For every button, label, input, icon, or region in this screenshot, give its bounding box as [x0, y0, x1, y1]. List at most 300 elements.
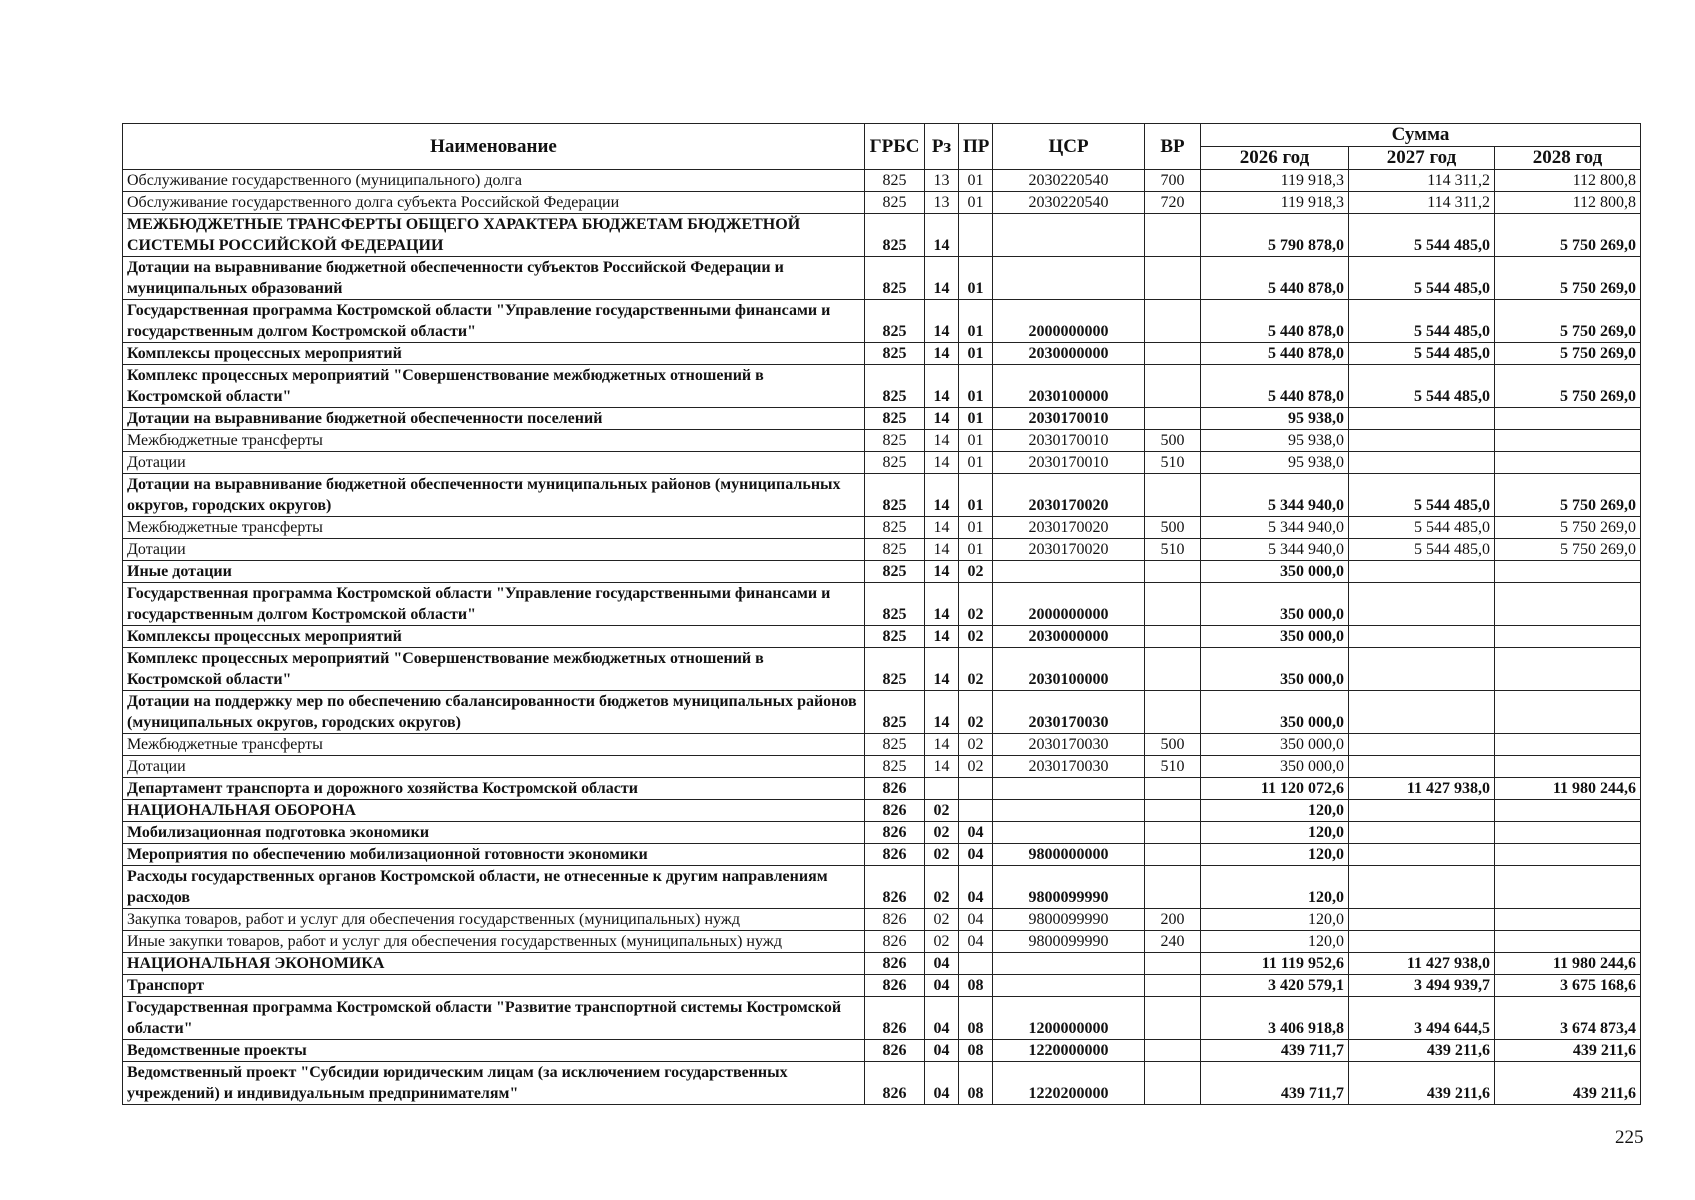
- cell-sum-2026: 120,0: [1201, 844, 1349, 866]
- cell-sum-2026: 120,0: [1201, 909, 1349, 931]
- cell-rz: 02: [925, 844, 959, 866]
- cell-name: Дотации на выравнивание бюджетной обеспеченности поселений: [123, 408, 865, 430]
- cell-sum-2027: 439 211,6: [1349, 1062, 1495, 1105]
- cell-name: Межбюджетные трансферты: [123, 517, 865, 539]
- cell-pr: 08: [959, 1062, 993, 1105]
- cell-grbs: 825: [865, 561, 925, 583]
- table-row: [123, 343, 1641, 365]
- cell-sum-2028: 5 750 269,0: [1495, 257, 1641, 300]
- cell-sum-2027: [1349, 452, 1495, 474]
- cell-vr: [1145, 583, 1201, 626]
- cell-grbs: 825: [865, 257, 925, 300]
- cell-sum-2026: 350 000,0: [1201, 561, 1349, 583]
- cell-rz: 14: [925, 583, 959, 626]
- cell-vr: [1145, 214, 1201, 257]
- cell-vr: [1145, 778, 1201, 800]
- cell-sum-2026: 119 918,3: [1201, 192, 1349, 214]
- cell-sum-2026: 5 790 878,0: [1201, 214, 1349, 257]
- cell-sum-2028: [1495, 756, 1641, 778]
- header-pr: ПР: [959, 124, 993, 170]
- cell-rz: 13: [925, 192, 959, 214]
- cell-sum-2026: 95 938,0: [1201, 452, 1349, 474]
- cell-vr: [1145, 474, 1201, 517]
- cell-csr: [993, 800, 1145, 822]
- cell-grbs: 825: [865, 539, 925, 561]
- cell-grbs: 825: [865, 430, 925, 452]
- cell-csr: 2030170010: [993, 430, 1145, 452]
- cell-sum-2027: [1349, 408, 1495, 430]
- cell-sum-2026: 439 711,7: [1201, 1062, 1349, 1105]
- cell-sum-2027: 5 544 485,0: [1349, 365, 1495, 408]
- header-grbs: ГРБС: [865, 124, 925, 170]
- cell-grbs: 825: [865, 474, 925, 517]
- cell-sum-2028: [1495, 408, 1641, 430]
- cell-sum-2028: [1495, 909, 1641, 931]
- cell-name: Мобилизационная подготовка экономики: [123, 822, 865, 844]
- cell-sum-2028: [1495, 648, 1641, 691]
- cell-csr: 2030170010: [993, 452, 1145, 474]
- cell-name: Обслуживание государственного долга субъекта Российской Федерации: [123, 192, 865, 214]
- cell-rz: 14: [925, 365, 959, 408]
- cell-pr: [959, 214, 993, 257]
- cell-grbs: 825: [865, 626, 925, 648]
- table-row: [123, 300, 1641, 343]
- cell-grbs: 825: [865, 517, 925, 539]
- cell-sum-2026: 3 420 579,1: [1201, 975, 1349, 997]
- cell-sum-2027: 5 544 485,0: [1349, 300, 1495, 343]
- cell-sum-2028: 112 800,8: [1495, 192, 1641, 214]
- cell-vr: [1145, 822, 1201, 844]
- cell-csr: 9800099990: [993, 909, 1145, 931]
- table-row: [123, 583, 1641, 626]
- table-row: [123, 648, 1641, 691]
- cell-grbs: 825: [865, 408, 925, 430]
- cell-pr: 01: [959, 192, 993, 214]
- table-row: [123, 408, 1641, 430]
- table-row: [123, 257, 1641, 300]
- header-year-2028: 2028 год: [1495, 147, 1641, 170]
- cell-sum-2027: 11 427 938,0: [1349, 778, 1495, 800]
- table-row: [123, 365, 1641, 408]
- table-row: [123, 931, 1641, 953]
- cell-sum-2026: 120,0: [1201, 866, 1349, 909]
- cell-sum-2027: [1349, 866, 1495, 909]
- cell-sum-2028: [1495, 452, 1641, 474]
- cell-csr: [993, 561, 1145, 583]
- cell-grbs: 825: [865, 365, 925, 408]
- cell-csr: 9800099990: [993, 931, 1145, 953]
- cell-name: Комплексы процессных мероприятий: [123, 626, 865, 648]
- cell-sum-2026: 5 440 878,0: [1201, 343, 1349, 365]
- cell-name: Ведомственный проект "Субсидии юридическим лицам (за исключением государственных учреждений) и индивидуальным предпринимателям": [123, 1062, 865, 1105]
- cell-grbs: 825: [865, 343, 925, 365]
- cell-vr: 500: [1145, 734, 1201, 756]
- cell-pr: 08: [959, 1040, 993, 1062]
- header-year-2027: 2027 год: [1349, 147, 1495, 170]
- cell-sum-2028: 439 211,6: [1495, 1062, 1641, 1105]
- cell-rz: 14: [925, 561, 959, 583]
- cell-pr: [959, 778, 993, 800]
- cell-sum-2028: [1495, 734, 1641, 756]
- cell-csr: [993, 257, 1145, 300]
- cell-vr: 500: [1145, 517, 1201, 539]
- cell-sum-2026: 5 440 878,0: [1201, 257, 1349, 300]
- cell-name: Мероприятия по обеспечению мобилизационной готовности экономики: [123, 844, 865, 866]
- cell-sum-2027: 5 544 485,0: [1349, 343, 1495, 365]
- table-row: [123, 691, 1641, 734]
- cell-name: Межбюджетные трансферты: [123, 734, 865, 756]
- cell-sum-2026: 5 344 940,0: [1201, 474, 1349, 517]
- cell-name: Транспорт: [123, 975, 865, 997]
- table-row: [123, 800, 1641, 822]
- cell-sum-2028: [1495, 931, 1641, 953]
- cell-sum-2027: 5 544 485,0: [1349, 257, 1495, 300]
- cell-sum-2026: 5 344 940,0: [1201, 517, 1349, 539]
- cell-grbs: 826: [865, 800, 925, 822]
- cell-rz: 14: [925, 539, 959, 561]
- cell-rz: 02: [925, 800, 959, 822]
- cell-name: Государственная программа Костромской области "Развитие транспортной системы Костромской области": [123, 997, 865, 1040]
- cell-name: Государственная программа Костромской области "Управление государственными финансами и государственным долгом Костромской области": [123, 583, 865, 626]
- table-row: [123, 539, 1641, 561]
- cell-name: Дотации: [123, 756, 865, 778]
- cell-vr: 240: [1145, 931, 1201, 953]
- table-row: [123, 778, 1641, 800]
- cell-rz: [925, 778, 959, 800]
- cell-vr: [1145, 1040, 1201, 1062]
- cell-sum-2028: 439 211,6: [1495, 1040, 1641, 1062]
- cell-name: Расходы государственных органов Костромской области, не отнесенные к другим направлениям расходов: [123, 866, 865, 909]
- cell-rz: 02: [925, 909, 959, 931]
- cell-vr: [1145, 997, 1201, 1040]
- cell-pr: 01: [959, 343, 993, 365]
- cell-sum-2027: 3 494 939,7: [1349, 975, 1495, 997]
- cell-pr: 01: [959, 408, 993, 430]
- cell-sum-2028: 3 674 873,4: [1495, 997, 1641, 1040]
- cell-rz: 14: [925, 474, 959, 517]
- cell-sum-2027: [1349, 931, 1495, 953]
- cell-sum-2028: [1495, 866, 1641, 909]
- cell-csr: 2030100000: [993, 365, 1145, 408]
- cell-sum-2028: 5 750 269,0: [1495, 539, 1641, 561]
- cell-csr: [993, 953, 1145, 975]
- cell-name: Межбюджетные трансферты: [123, 430, 865, 452]
- cell-pr: 01: [959, 517, 993, 539]
- cell-sum-2026: 350 000,0: [1201, 626, 1349, 648]
- cell-grbs: 826: [865, 778, 925, 800]
- cell-rz: 02: [925, 866, 959, 909]
- table-row: [123, 561, 1641, 583]
- cell-rz: 14: [925, 300, 959, 343]
- header-vr: ВР: [1145, 124, 1201, 170]
- cell-csr: 2030220540: [993, 192, 1145, 214]
- cell-sum-2026: 350 000,0: [1201, 648, 1349, 691]
- cell-vr: [1145, 626, 1201, 648]
- cell-pr: 02: [959, 626, 993, 648]
- cell-grbs: 826: [865, 822, 925, 844]
- cell-pr: 02: [959, 583, 993, 626]
- cell-sum-2027: [1349, 756, 1495, 778]
- cell-sum-2026: 5 440 878,0: [1201, 300, 1349, 343]
- table-row: [123, 822, 1641, 844]
- cell-rz: 14: [925, 626, 959, 648]
- cell-sum-2026: 350 000,0: [1201, 756, 1349, 778]
- cell-grbs: 825: [865, 734, 925, 756]
- cell-csr: 1220000000: [993, 1040, 1145, 1062]
- cell-sum-2028: 5 750 269,0: [1495, 300, 1641, 343]
- cell-name: НАЦИОНАЛЬНАЯ ЭКОНОМИКА: [123, 953, 865, 975]
- cell-rz: 13: [925, 170, 959, 192]
- cell-vr: [1145, 648, 1201, 691]
- cell-sum-2027: [1349, 844, 1495, 866]
- cell-sum-2027: 5 544 485,0: [1349, 474, 1495, 517]
- cell-pr: 02: [959, 561, 993, 583]
- cell-pr: 01: [959, 300, 993, 343]
- cell-pr: 08: [959, 975, 993, 997]
- cell-vr: [1145, 800, 1201, 822]
- cell-grbs: 825: [865, 300, 925, 343]
- cell-sum-2027: [1349, 822, 1495, 844]
- cell-rz: 14: [925, 517, 959, 539]
- cell-sum-2027: [1349, 648, 1495, 691]
- cell-rz: 04: [925, 975, 959, 997]
- cell-csr: 9800000000: [993, 844, 1145, 866]
- cell-sum-2027: 439 211,6: [1349, 1040, 1495, 1062]
- cell-sum-2026: 350 000,0: [1201, 583, 1349, 626]
- cell-rz: 14: [925, 214, 959, 257]
- header-name: Наименование: [123, 124, 865, 170]
- cell-sum-2028: 112 800,8: [1495, 170, 1641, 192]
- cell-pr: 02: [959, 734, 993, 756]
- cell-vr: [1145, 300, 1201, 343]
- cell-pr: 01: [959, 452, 993, 474]
- cell-pr: 04: [959, 822, 993, 844]
- cell-csr: 1220200000: [993, 1062, 1145, 1105]
- cell-sum-2027: 5 544 485,0: [1349, 539, 1495, 561]
- cell-sum-2026: 11 119 952,6: [1201, 953, 1349, 975]
- cell-pr: 04: [959, 931, 993, 953]
- cell-csr: 2030000000: [993, 626, 1145, 648]
- cell-vr: [1145, 844, 1201, 866]
- cell-csr: [993, 778, 1145, 800]
- cell-vr: [1145, 953, 1201, 975]
- cell-name: Ведомственные проекты: [123, 1040, 865, 1062]
- cell-vr: [1145, 561, 1201, 583]
- cell-vr: [1145, 691, 1201, 734]
- table-row: [123, 866, 1641, 909]
- cell-name: НАЦИОНАЛЬНАЯ ОБОРОНА: [123, 800, 865, 822]
- cell-sum-2026: 120,0: [1201, 800, 1349, 822]
- cell-vr: 700: [1145, 170, 1201, 192]
- table-row: [123, 844, 1641, 866]
- cell-vr: [1145, 975, 1201, 997]
- header-sum: Сумма: [1201, 124, 1641, 147]
- cell-rz: 04: [925, 1062, 959, 1105]
- cell-pr: 01: [959, 539, 993, 561]
- cell-grbs: 825: [865, 648, 925, 691]
- cell-sum-2026: 350 000,0: [1201, 691, 1349, 734]
- cell-sum-2027: [1349, 734, 1495, 756]
- cell-grbs: 826: [865, 1040, 925, 1062]
- cell-sum-2028: [1495, 691, 1641, 734]
- cell-sum-2026: 3 406 918,8: [1201, 997, 1349, 1040]
- cell-grbs: 825: [865, 452, 925, 474]
- cell-pr: 01: [959, 474, 993, 517]
- cell-sum-2028: 5 750 269,0: [1495, 474, 1641, 517]
- cell-grbs: 826: [865, 866, 925, 909]
- cell-sum-2027: [1349, 430, 1495, 452]
- cell-sum-2028: 5 750 269,0: [1495, 214, 1641, 257]
- header-csr: ЦСР: [993, 124, 1145, 170]
- cell-sum-2027: 5 544 485,0: [1349, 517, 1495, 539]
- cell-sum-2027: [1349, 909, 1495, 931]
- cell-grbs: 826: [865, 931, 925, 953]
- table-row: [123, 170, 1641, 192]
- cell-rz: 14: [925, 734, 959, 756]
- cell-vr: 510: [1145, 452, 1201, 474]
- cell-grbs: 825: [865, 192, 925, 214]
- cell-csr: [993, 214, 1145, 257]
- table-row: [123, 953, 1641, 975]
- cell-name: Иные закупки товаров, работ и услуг для обеспечения государственных (муниципальных) нужд: [123, 931, 865, 953]
- cell-pr: 02: [959, 648, 993, 691]
- cell-vr: 720: [1145, 192, 1201, 214]
- cell-vr: [1145, 343, 1201, 365]
- table-row: [123, 734, 1641, 756]
- cell-rz: 04: [925, 997, 959, 1040]
- cell-sum-2028: 3 675 168,6: [1495, 975, 1641, 997]
- cell-sum-2026: 5 440 878,0: [1201, 365, 1349, 408]
- cell-name: Дотации на выравнивание бюджетной обеспеченности субъектов Российской Федерации и муниципальных образований: [123, 257, 865, 300]
- cell-csr: 9800099990: [993, 866, 1145, 909]
- cell-sum-2027: [1349, 626, 1495, 648]
- cell-sum-2026: 119 918,3: [1201, 170, 1349, 192]
- cell-pr: 02: [959, 756, 993, 778]
- cell-name: Обслуживание государственного (муниципального) долга: [123, 170, 865, 192]
- cell-pr: 08: [959, 997, 993, 1040]
- cell-sum-2028: 11 980 244,6: [1495, 953, 1641, 975]
- cell-sum-2028: 5 750 269,0: [1495, 517, 1641, 539]
- cell-name: Департамент транспорта и дорожного хозяйства Костромской области: [123, 778, 865, 800]
- cell-sum-2027: 11 427 938,0: [1349, 953, 1495, 975]
- cell-pr: 04: [959, 866, 993, 909]
- cell-sum-2027: [1349, 691, 1495, 734]
- cell-grbs: 826: [865, 844, 925, 866]
- cell-name: Дотации: [123, 452, 865, 474]
- cell-sum-2028: [1495, 561, 1641, 583]
- cell-grbs: 826: [865, 953, 925, 975]
- table-row: [123, 756, 1641, 778]
- cell-grbs: 825: [865, 756, 925, 778]
- cell-sum-2028: [1495, 800, 1641, 822]
- table-row: [123, 474, 1641, 517]
- cell-rz: 04: [925, 1040, 959, 1062]
- page-number: 225: [1615, 1127, 1644, 1148]
- cell-csr: [993, 975, 1145, 997]
- cell-csr: 2030170030: [993, 691, 1145, 734]
- table-body: [123, 170, 1641, 1105]
- cell-sum-2028: [1495, 822, 1641, 844]
- cell-csr: 2030170020: [993, 539, 1145, 561]
- cell-name: МЕЖБЮДЖЕТНЫЕ ТРАНСФЕРТЫ ОБЩЕГО ХАРАКТЕРА БЮДЖЕТАМ БЮДЖЕТНОЙ СИСТЕМЫ РОССИЙСКОЙ ФЕДЕРАЦИИ: [123, 214, 865, 257]
- cell-csr: 2030170020: [993, 517, 1145, 539]
- cell-sum-2028: 5 750 269,0: [1495, 365, 1641, 408]
- cell-sum-2028: [1495, 583, 1641, 626]
- table-row: [123, 517, 1641, 539]
- table-row: [123, 1062, 1641, 1105]
- cell-rz: 14: [925, 430, 959, 452]
- cell-grbs: 825: [865, 583, 925, 626]
- cell-name: Государственная программа Костромской области "Управление государственными финансами и государственным долгом Костромской области": [123, 300, 865, 343]
- cell-vr: [1145, 866, 1201, 909]
- cell-rz: 14: [925, 257, 959, 300]
- table-row: [123, 1040, 1641, 1062]
- cell-csr: 2030220540: [993, 170, 1145, 192]
- cell-csr: 2030100000: [993, 648, 1145, 691]
- cell-vr: 510: [1145, 756, 1201, 778]
- cell-sum-2027: [1349, 800, 1495, 822]
- cell-pr: [959, 800, 993, 822]
- table-row: [123, 975, 1641, 997]
- cell-sum-2026: 120,0: [1201, 931, 1349, 953]
- cell-sum-2028: [1495, 844, 1641, 866]
- cell-csr: 2000000000: [993, 583, 1145, 626]
- cell-name: Закупка товаров, работ и услуг для обеспечения государственных (муниципальных) нужд: [123, 909, 865, 931]
- cell-vr: [1145, 1062, 1201, 1105]
- cell-grbs: 826: [865, 909, 925, 931]
- cell-grbs: 826: [865, 997, 925, 1040]
- cell-csr: [993, 822, 1145, 844]
- cell-pr: 01: [959, 430, 993, 452]
- table-row: [123, 626, 1641, 648]
- cell-sum-2026: 95 938,0: [1201, 430, 1349, 452]
- cell-rz: 14: [925, 452, 959, 474]
- cell-sum-2027: 5 544 485,0: [1349, 214, 1495, 257]
- cell-pr: 01: [959, 170, 993, 192]
- cell-sum-2028: [1495, 430, 1641, 452]
- cell-sum-2026: 120,0: [1201, 822, 1349, 844]
- cell-rz: 14: [925, 648, 959, 691]
- cell-name: Комплекс процессных мероприятий "Совершенствование межбюджетных отношений в Костромской области": [123, 365, 865, 408]
- table-row: [123, 214, 1641, 257]
- cell-name: Комплекс процессных мероприятий "Совершенствование межбюджетных отношений в Костромской области": [123, 648, 865, 691]
- header-year-2026: 2026 год: [1201, 147, 1349, 170]
- cell-pr: [959, 953, 993, 975]
- cell-csr: 2030170010: [993, 408, 1145, 430]
- cell-grbs: 825: [865, 214, 925, 257]
- cell-sum-2026: 439 711,7: [1201, 1040, 1349, 1062]
- cell-vr: [1145, 257, 1201, 300]
- cell-grbs: 826: [865, 975, 925, 997]
- cell-pr: 04: [959, 844, 993, 866]
- cell-vr: [1145, 365, 1201, 408]
- cell-rz: 14: [925, 343, 959, 365]
- cell-sum-2026: 95 938,0: [1201, 408, 1349, 430]
- cell-sum-2026: 5 344 940,0: [1201, 539, 1349, 561]
- cell-rz: 14: [925, 691, 959, 734]
- cell-vr: 510: [1145, 539, 1201, 561]
- cell-sum-2027: [1349, 561, 1495, 583]
- cell-rz: 14: [925, 408, 959, 430]
- cell-name: Дотации на выравнивание бюджетной обеспеченности муниципальных районов (муниципальных округов, городских округов): [123, 474, 865, 517]
- cell-rz: 04: [925, 953, 959, 975]
- budget-table: [122, 123, 1641, 1105]
- cell-pr: 01: [959, 365, 993, 408]
- table-row: [123, 192, 1641, 214]
- cell-rz: 02: [925, 822, 959, 844]
- cell-sum-2026: 11 120 072,6: [1201, 778, 1349, 800]
- cell-pr: 01: [959, 257, 993, 300]
